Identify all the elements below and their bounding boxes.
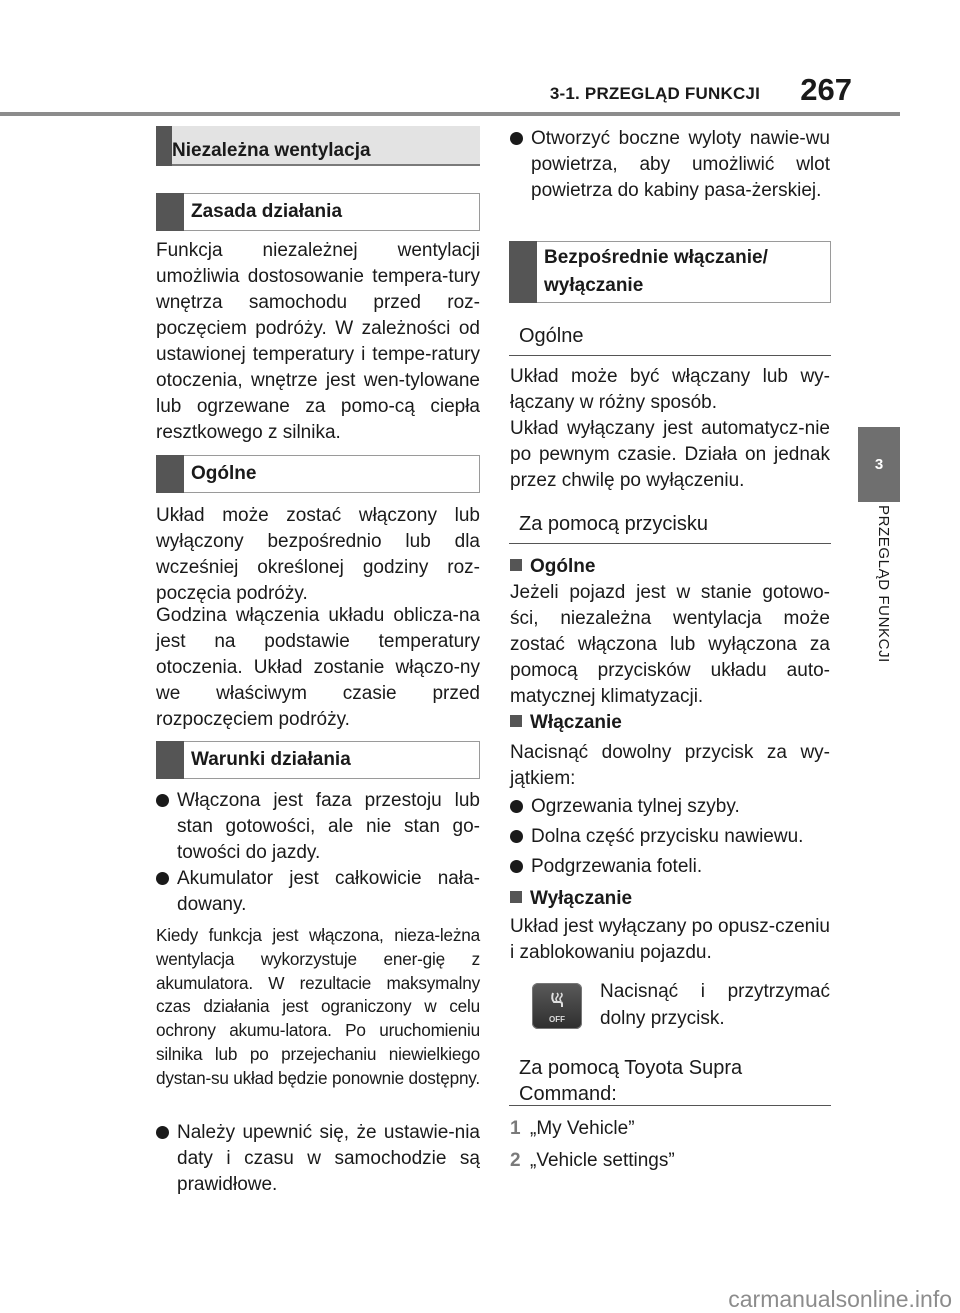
heading-zasada-text: Zasada działania bbox=[191, 201, 343, 222]
wlaczanie-bullet-3 bbox=[510, 854, 830, 880]
warunki-note: Kiedy funkcja jest włączona, nieza-leżna wentylacja wykorzystuje ener-gię z akumulatora. W rezultacie maksymalny czas działania jest ograniczony w celu ochrony akumu-latora. Po uruchomieniu silnika lub po przejechaniu niewielkiego dystan-su układ będzie ponownie dostępny. bbox=[156, 925, 480, 1088]
square-marker bbox=[510, 891, 522, 903]
heading-marker bbox=[156, 193, 184, 231]
step-1 bbox=[510, 1116, 830, 1142]
item-wylaczanie-paragraph: Układ jest wyłączany po opusz-czeniu i zablokowaniu pojazdu. bbox=[510, 916, 830, 963]
item-wlaczanie-heading bbox=[510, 710, 830, 736]
item-wylaczanie-heading bbox=[510, 886, 830, 912]
heading-ogolne-left bbox=[156, 455, 480, 493]
bullet-dot bbox=[510, 800, 523, 813]
subheading-przycisk-text: Za pomocą przycisku bbox=[519, 513, 708, 535]
zasada-paragraph: Funkcja niezależnej wentylacji umożliwia dostosowanie tempera-tury wnętrza samochodu przed roz-poczęciem podróży. W zależności od ustawionej temperatury i tempe-ratury otoczenia, wnętrze jest wen-tylowane lub ogrzewane za pomo-cą ciepła resztkowego z silnika. bbox=[156, 240, 480, 443]
chapter-title-vertical: PRZEGLĄD FUNKCJI bbox=[875, 505, 892, 663]
subheading-supra-text: Za pomocą Toyota Supra Command: bbox=[519, 1057, 743, 1105]
main-heading bbox=[156, 126, 480, 166]
square-marker bbox=[510, 559, 522, 571]
bullet-text: Należy upewnić się, że ustawie-nia daty i czasu w samochodzie są prawidłowe. bbox=[177, 1122, 480, 1195]
watermark: carmanualsonline.info bbox=[728, 1286, 952, 1312]
step-text: „Vehicle settings” bbox=[530, 1150, 675, 1171]
ogolne-paragraph-2: Godzina włączenia układu oblicza-na jest na podstawie temperatury otoczenia. Układ zostanie włączo-ny we właściwym czasie przed rozpoczęciem podróży. bbox=[156, 605, 480, 730]
heading-bezposrednie bbox=[509, 241, 831, 303]
seat-fan-icon bbox=[547, 990, 567, 1010]
ventilation-off-button-image bbox=[532, 983, 582, 1029]
heading-marker bbox=[156, 741, 184, 779]
wlaczanie-bullet-1 bbox=[510, 794, 830, 820]
heading-marker bbox=[156, 126, 172, 166]
warunki-bullet-3 bbox=[156, 1120, 480, 1200]
ogolne-paragraph-1: Układ może zostać włączony lub wyłączony bezpośrednio lub dla wcześniej określonej godziny roz-poczęcia podróży. bbox=[156, 505, 480, 604]
page-number: 267 bbox=[800, 72, 852, 107]
bullet-dot bbox=[510, 860, 523, 873]
section-title: 3-1. PRZEGLĄD FUNKCJI bbox=[549, 84, 760, 103]
heading-marker bbox=[509, 241, 537, 303]
wlaczanie-bullet-2 bbox=[510, 824, 830, 850]
item-ogolne-paragraph: Jeżeli pojazd jest w stanie gotowo-ści, niezależna wentylacja może zostać włączona lub wyłączona za pomocą przycisków układu auto-matycznej klimatyzacji. bbox=[510, 582, 830, 707]
step-text: „My Vehicle” bbox=[530, 1118, 635, 1139]
item-ogolne-heading bbox=[510, 554, 830, 580]
chapter-tab: 3 bbox=[858, 427, 900, 502]
bullet-text: Włączona jest faza przestoju lub stan gotowości, ale nie stan go-towości do jazdy. bbox=[177, 790, 480, 863]
item-wlaczanie-paragraph: Nacisnąć dowolny przycisk za wy-jątkiem: bbox=[510, 742, 830, 789]
right-ogolne-paragraph-1: Układ może być włączany lub wy-łączany w różny sposób. bbox=[510, 366, 830, 413]
step-number: 2 bbox=[510, 1150, 521, 1171]
step-number: 1 bbox=[510, 1118, 521, 1139]
warunki-bullet-2 bbox=[156, 866, 480, 920]
bullet-text: Akumulator jest całkowicie nała-dowany. bbox=[177, 868, 480, 915]
item-wylaczanie-title: Wyłączanie bbox=[530, 888, 633, 909]
bullet-dot bbox=[156, 1126, 169, 1139]
header-divider bbox=[0, 112, 900, 116]
heading-ogolne-left-text: Ogólne bbox=[191, 463, 257, 484]
subheading-ogolne bbox=[509, 320, 831, 356]
bullet-text: Otworzyć boczne wyloty nawie-wu powietrza, aby umożliwić wlot powietrza do kabiny pasa-żerskiej. bbox=[531, 128, 830, 201]
button-instruction: Nacisnąć i przytrzymać dolny przycisk. bbox=[600, 981, 830, 1029]
step-2 bbox=[510, 1148, 830, 1174]
bullet-text: Dolna część przycisku nawiewu. bbox=[531, 826, 804, 847]
subheading-przycisk bbox=[509, 508, 831, 544]
subheading-supra bbox=[509, 1052, 831, 1106]
subheading-ogolne-text: Ogólne bbox=[519, 325, 584, 347]
right-ogolne-paragraph-2: Układ wyłączany jest automatycz-nie po pewnym czasie. Działa on jednak przez chwilę po wyłączeniu. bbox=[510, 418, 830, 491]
item-ogolne-title: Ogólne bbox=[530, 556, 596, 577]
bullet-boczne-wyloty bbox=[510, 126, 830, 236]
square-marker bbox=[510, 715, 522, 727]
bullet-dot bbox=[156, 794, 169, 807]
bullet-dot bbox=[510, 830, 523, 843]
heading-warunki-text: Warunki działania bbox=[191, 749, 351, 770]
button-off-label: OFF bbox=[549, 1015, 565, 1024]
item-wlaczanie-title: Włączanie bbox=[530, 712, 622, 733]
bullet-dot bbox=[510, 132, 523, 145]
bullet-dot bbox=[156, 872, 169, 885]
heading-bezposrednie-text: Bezpośrednie włączanie/ wyłączanie bbox=[544, 247, 768, 296]
main-heading-text: Niezależna wentylacja bbox=[172, 140, 371, 161]
warunki-bullet-1 bbox=[156, 788, 480, 868]
heading-marker bbox=[156, 455, 184, 493]
bullet-text: Podgrzewania foteli. bbox=[531, 856, 703, 877]
heading-warunki bbox=[156, 741, 480, 779]
heading-zasada bbox=[156, 193, 480, 231]
bullet-text: Ogrzewania tylnej szyby. bbox=[531, 796, 740, 817]
